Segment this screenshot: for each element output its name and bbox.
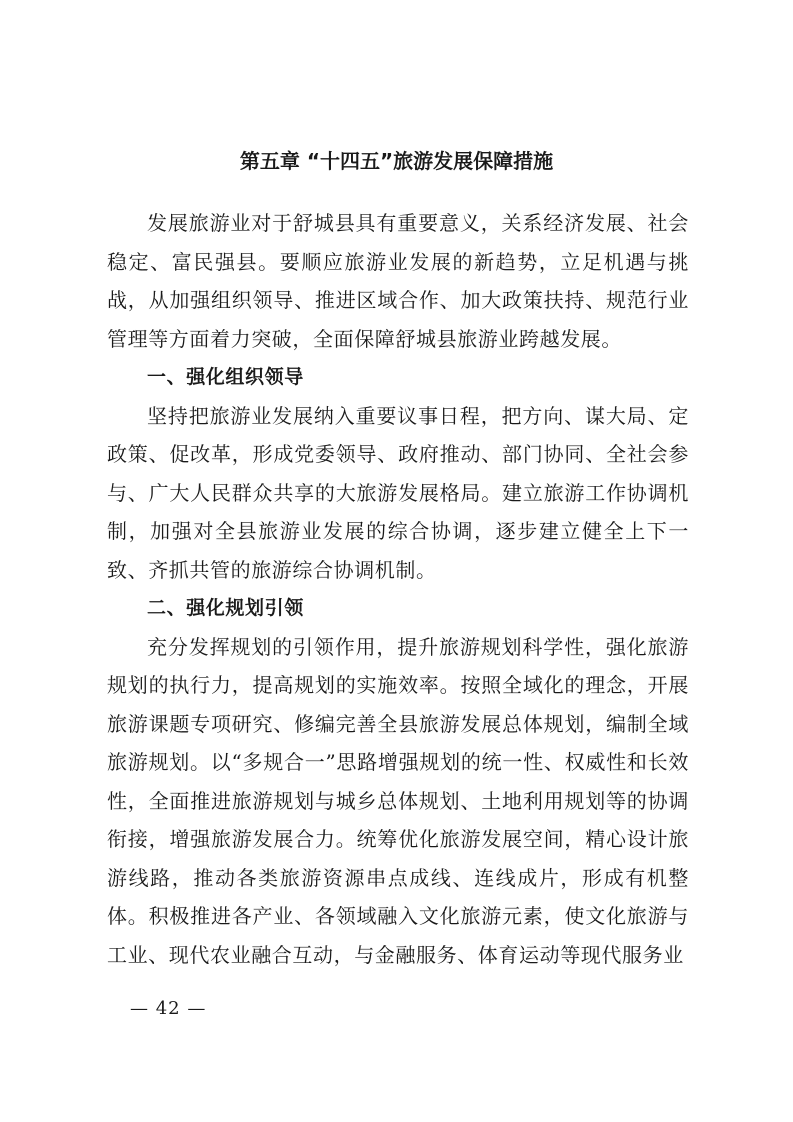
intro-paragraph: 发展旅游业对于舒城县具有重要意义，关系经济发展、社会稳定、富民强县。要顺应旅游业发展的新趋势，立足机遇与挑战，从加强组织领导、推进区域合作、加大政策扶持、规范行业管理等方面着力突破，全面保障舒城县旅游业跨越发展。	[107, 211, 689, 351]
page-number: — 42 —	[130, 998, 207, 1019]
section-heading-planning: 二、强化规划引领	[147, 597, 304, 619]
section-heading-organization: 一、强化组织领导	[147, 366, 304, 388]
chapter-title: 第五章 “十四五”旅游发展保障措施	[239, 149, 554, 173]
body-text	[107, 204, 689, 974]
section-paragraph-planning: 充分发挥规划的引领作用，提升旅游规划科学性，强化旅游规划的执行力，提高规划的实施效率。按照全域化的理念，开展旅游课题专项研究、修编完善全县旅游发展总体规划，编制全域旅游规划。以“多规合一”思路增强规划的统一性、权威性和长效性，全面推进旅游规划与城乡总体规划、土地利用规划等的协调衔接，增强旅游发展合力。统筹优化旅游发展空间，精心设计旅游线路，推动各类旅游资源串点成线、连线成片，形成有机整体。积极推进各产业、各领域融入文化旅游元素，使文化旅游与工业、现代农业融合互动，与金融服务、体育运动等现代服务业	[107, 634, 689, 967]
section-paragraph-organization: 坚持把旅游业发展纳入重要议事日程，把方向、谋大局、定政策、促改革，形成党委领导、政府推动、部门协同、全社会参与、广大人民群众共享的大旅游发展格局。建立旅游工作协调机制，加强对全县旅游业发展的综合协调，逐步建立健全上下一致、齐抓共管的旅游综合协调机制。	[107, 403, 689, 582]
